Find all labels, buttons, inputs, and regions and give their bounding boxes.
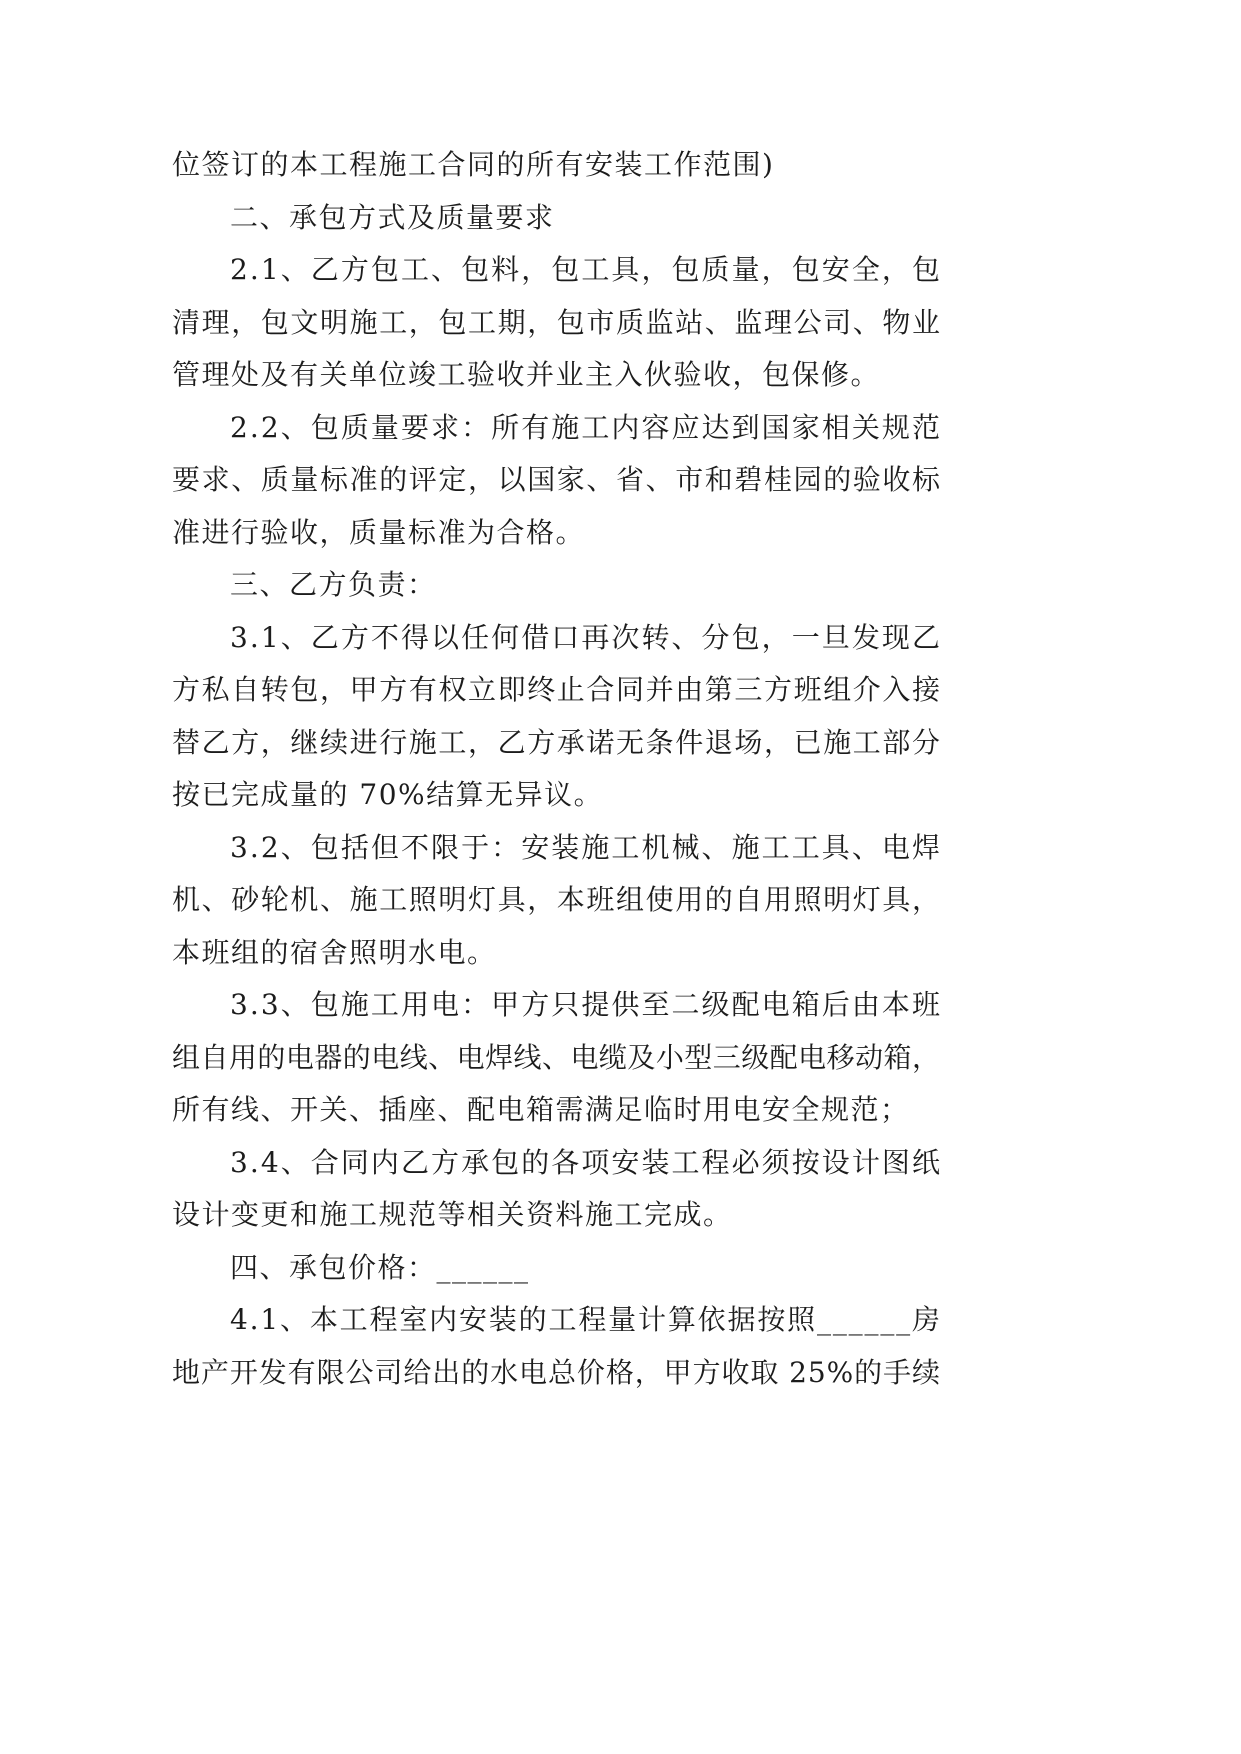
text-line-content: 3.3、包施工用电：甲方只提供至二级配电箱后由本班 xyxy=(230,988,943,1021)
text-line xyxy=(172,822,943,875)
text-line xyxy=(172,717,940,770)
text-line-content: 管理处及有关单位竣工验收并业主入伙验收，包保修。 xyxy=(172,358,881,391)
text-line-content: 4.1、本工程室内安装的工程量计算依据按照______房 xyxy=(230,1303,942,1336)
clause-paragraph xyxy=(172,244,943,402)
clause-paragraph xyxy=(172,402,943,560)
text-line-content: 准进行验收，质量标准为合格。 xyxy=(172,515,586,549)
clause-paragraph xyxy=(172,1137,943,1242)
section-heading xyxy=(172,192,940,245)
text-line-content: 3.2、包括但不限于：安装施工机械、施工工具、电焊 xyxy=(230,830,943,864)
clause-paragraph xyxy=(172,979,943,1137)
text-line-content: 按已完成量的 70%结算无异议。 xyxy=(172,778,604,811)
text-line xyxy=(172,612,943,665)
text-line xyxy=(172,927,940,980)
text-line-content: 3.1、乙方不得以任何借口再次转、分包，一旦发现乙 xyxy=(230,620,943,654)
text-line-content: 二、承包方式及质量要求 xyxy=(230,200,555,234)
text-line-content: 设计变更和施工规范等相关资料施工完成。 xyxy=(172,1198,733,1231)
clause-paragraph xyxy=(172,1294,940,1399)
text-line xyxy=(172,1294,940,1347)
text-line-content: 机、砂轮机、施工照明灯具，本班组使用的自用照明灯具， xyxy=(172,883,942,916)
text-line xyxy=(172,402,943,455)
text-line xyxy=(172,1242,940,1295)
text-line xyxy=(172,979,943,1032)
clause-paragraph xyxy=(172,612,943,822)
text-line xyxy=(172,664,940,717)
text-line xyxy=(172,244,943,297)
text-line-content: 位签订的本工程施工合同的所有安装工作范围) xyxy=(172,148,775,181)
section-heading xyxy=(172,559,940,612)
text-line xyxy=(172,769,940,822)
text-line xyxy=(172,1137,943,1190)
text-line-content: 替乙方，继续进行施工，乙方承诺无条件退场，已施工部分 xyxy=(172,725,942,759)
text-line-content: 本班组的宿舍照明水电。 xyxy=(172,935,497,969)
text-line xyxy=(172,349,940,402)
text-line-content: 地产开发有限公司给出的水电总价格，甲方收取 25%的手续 xyxy=(172,1355,941,1389)
text-line-content: 2.2、包质量要求：所有施工内容应达到国家相关规范 xyxy=(230,410,943,444)
text-line xyxy=(172,454,940,507)
clause-paragraph xyxy=(172,822,943,980)
text-line xyxy=(172,139,940,192)
text-line xyxy=(172,192,940,245)
text-line xyxy=(172,507,940,560)
text-line-content: 清理，包文明施工，包工期，包市质监站、监理公司、物业 xyxy=(172,305,942,339)
text-line-content: 方私自转包，甲方有权立即终止合同并由第三方班组介入接 xyxy=(172,673,942,706)
paragraph-continuation xyxy=(172,139,940,192)
text-line xyxy=(172,1189,940,1242)
text-line xyxy=(172,1032,940,1085)
text-line xyxy=(172,1347,940,1400)
text-line xyxy=(172,559,940,612)
section-heading xyxy=(172,1242,940,1295)
text-line xyxy=(172,874,940,927)
text-line-content: 要求、质量标准的评定，以国家、省、市和碧桂园的验收标 xyxy=(172,463,942,496)
text-line-content: 3.4、合同内乙方承包的各项安装工程必须按设计图纸 xyxy=(230,1145,943,1179)
text-line xyxy=(172,1084,940,1137)
text-line-content: 四、承包价格：______ xyxy=(230,1250,530,1284)
document-body xyxy=(172,139,943,1399)
text-line-content: 2.1、乙方包工、包料，包工具，包质量，包安全，包 xyxy=(230,253,943,286)
text-line-content: 三、乙方负责： xyxy=(230,568,437,601)
text-line-content: 所有线、开关、插座、配电箱需满足临时用电安全规范； xyxy=(172,1093,910,1126)
text-line xyxy=(172,297,940,350)
text-line-content: 组自用的电器的电线、电焊线、电缆及小型三级配电移动箱， xyxy=(172,1040,941,1074)
